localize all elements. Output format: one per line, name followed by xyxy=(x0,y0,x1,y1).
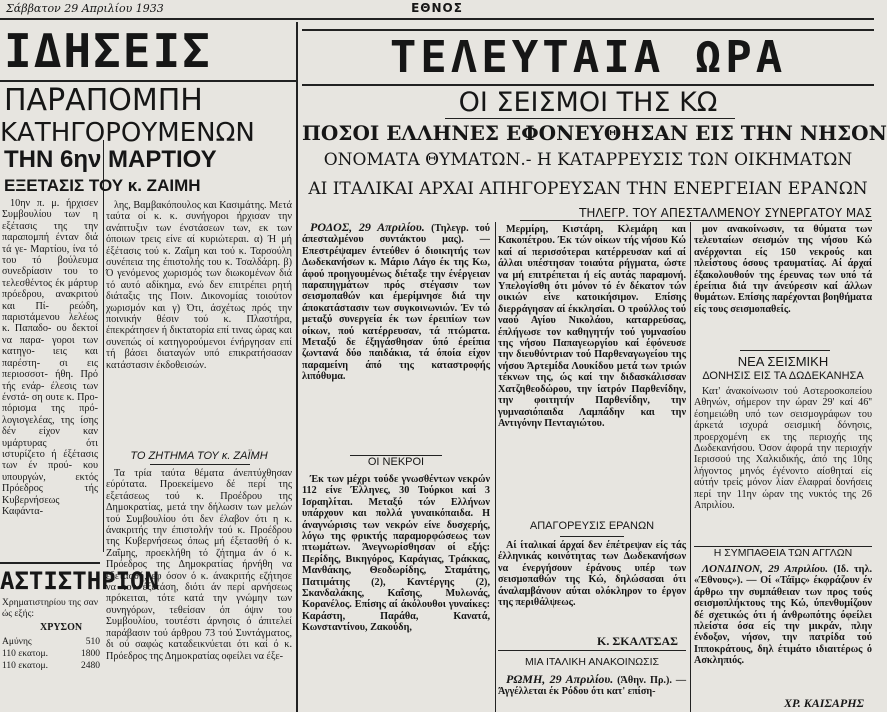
masthead xyxy=(0,0,874,20)
left-paragraph: 10ην π. μ. ήρχισεν Συμβουλίου των η εξέτασις της την παραπομπή ένταν διά τά γε- Μαρτίου, ίνα τό του τό βούλευμα συνεδρίασιν του το τελεσθέντος έκ μάρτυρ πρόεδρου, ανακριτού και Πί- ρεώδη, παριστάμενου λελέως κ. Παπαδο- ου δεκτοί να παρα- γοροι των κατηγο- ιεις και παρέστη- σι εις περιοσσοτ- ήθη. Πρό τής ενάρ- έλεσις των ένστά- ση ουτε κ. Προ- πόρισμα της πρό- λογισγελέας, της ίσης δέν είχον καν υμάρτυρας ότι ιστυρίζετο ή έξέτασις των έν πρού- κου υπουργών, εκτός Πρόεδρος τής Κυβερνήσεως Καφάντα- xyxy=(2,198,98,517)
exchange-row xyxy=(2,660,100,672)
column-rule xyxy=(296,22,298,712)
gold-label: ΧΡΥΣΟΝ xyxy=(40,622,83,633)
exchange-row-label: 110 εκατομ. xyxy=(2,661,48,671)
col2-paragraph-2: Τα τρία ταύτα θέματα άνεπτύχθησαν εύρύτατα. Προεκείμενο δέ περί της εξετάσεως τού κ. Προέδρου της Δημοκρατίας, μετά την δήλωσιν των μελών τού Συμβουλίου ότι δεν έλαβον ότι η κ. άνακριτής την έπιστολήν τού κ. Προέδρου της Κυβερνήσεως όπως μή έξετασθή ό κ. Ζαΐμης, προεκλήθη τό ζήτημα άν ό κ. Πρόεδρος της Δημοκρατίας ήρνήθη να εξετασθή, εφ όσον ό κ. άνακριτής εζήτησε να τον έξετάση, διότι άν περί αρνήσεως πρόκειται, τότε κατά την γνώμην των συνηγόρων, τεθείσαν όπ όψιν του Συμβουλίου, τουτέστι άρνησις ό άπιτελεί παράβασιν τού άρθρου 73 τού Συντάγματος, δι ού σαφώς καταδεικνύεται ότι καί ό κ. Πρόεδρος της Δημοκρατίας οφείλει να έξε- xyxy=(106,468,292,662)
exchange-row-value: 1800 xyxy=(81,649,100,659)
col4-paragraph-2: Αί ίταλικαί άρχαί δεν έπέτρεψαν είς τάς έλληνικάς κοινότητας των Δωδεκανήσων να ένεργήσουν έράνους υπέρ των σεισμοπαθών της Κώ, δηλώσασαι ότι άναλαμβάνουν αύται ολόκληρον το έργον της περιθάλψεως. xyxy=(498,540,686,609)
col3-paragraph-1: (Τηλεγρ. τού άπεσταλμένου συντάκτου μας). — Επεστρέψαμεν έντεύθεν ό διοικητής των Δωδεκανήσων κ. Μάριο Λάγο έκ της Κω, άφού προηγουμένως διέταξε την ένέργειαν παραπηγμάτων πρός στέγασιν των σεισμοπαθών και έμερίμνησε διά την άποκατάστασιν των συγκοινωνιών. Έν τώ μεταξύ συνεργεία έκ των έρειπίων των οίκων, πού κατέρρευσαν, τά πτώματα. Μεταξύ δε έξηγάσθησαν ύπό έρείπια ζωντανά δύο παιδάκια, τά όποία είχον παραμείνη άπό της καταστροφής λιπόθυμα. xyxy=(302,223,490,383)
column-rule xyxy=(690,222,691,712)
main-deck-2: ΠΟΣΟΙ ΕΛΛΗΝΕΣ ΕΦΟΝΕΥΘΗΣΑΝ ΕΙΣ ΤΗΝ ΝΗΣΟΝ xyxy=(302,121,887,145)
col5-text-2 xyxy=(694,386,872,542)
left-sub-3: ΤΗΝ 6ην ΜΑΡΤΙΟΥ xyxy=(4,146,217,173)
col2-text-1 xyxy=(106,200,292,448)
col3-box-head xyxy=(350,455,442,468)
exchange-row xyxy=(2,648,100,660)
column-rule xyxy=(495,222,496,712)
col5-paragraph-1: μον ανακοίνωσιν, τα θύματα των τελευταίων σεισμών της νήσου Κώ ανέρχονται είς 150 νεκρούς και πλείστους όσους τραυματίας. Αί άρχαί έξακολουθούν της έρευνας των υπό τά έρείπια διά την άνεύρεσιν καί άλλων θυμάτων. Επίσης παρέχονται βοηθήματα είς τους σεισμοπαθείς. xyxy=(694,224,872,315)
col4-text-3 xyxy=(498,674,686,712)
main-heading: ΤΕΛΕΥΤΑΙΑ ΩΡΑ xyxy=(389,32,787,83)
byline-rule xyxy=(520,220,872,221)
col5-text-3 xyxy=(694,564,872,694)
col3-text-2 xyxy=(302,474,490,712)
col4-dateline: ΡΩΜΗ, 29 Απριλίου. xyxy=(506,672,614,686)
exchange-row-label: Αμύνης xyxy=(2,637,32,647)
left-sub-1: ΠΑΡΑΠΟΜΠΗ xyxy=(4,83,203,118)
exchange-row-value: 510 xyxy=(85,637,100,647)
left-heading-rule xyxy=(0,80,296,82)
exchange-title: ΑΣΤΙΣΤΗΡΙΟΝ xyxy=(0,567,159,595)
col4-paragraph-1: Μερμίρη, Κιστάρη, Κλεμάρη και Κακοπέτρου. Έκ τών οίκων τής νήσου Κώ καί αί περισσότεραι κατέρρευσαν καί αί άλλαι υπέστησαν τοιαύτα ρήγματα, ώστε να μή επιτρέπεται ή είς αυτάς παραμονή. Υπελογίσθη ότι μόνον τό έν δέκατον τών οικιών είνε κατοικήσιμον. Επίσης διερράγησαν αί έκκλησίαι. Ο τρούλλος τού ναού Αγίου Νικολάου, καταρρεύσας, έπλήγωσε τον καθηγητήν τού γυμνασίου της νήσου Παπαγεωργίου καί έφόνευσε την διευθύντριαν τού Παρθεναγωγείου της νήσου Άρτεμίδα Λουκίδου μετά των τριών τέκνων της, ώς καί την διδασκάλισσαν Χατζηθεοδώρου, την ίατρόν Παρθενίδην, την φοιτητήν Παρθενίδην, την γυμνασιόπαιδα Λαμπάδην και την Αντιγόνην Πενταγιώτου. xyxy=(498,224,686,429)
col5-paragraph-3: (Ιδ. τηλ. «Έθνους»). — Οί «Τάϊμς» έκφράζουν έν άρθρω την συμπάθειαν των προς τούς σεισμοπλήκτους της Κώ, ύπενθυμίζουν δέ σχετικώς ότι ή άνθρωπότης όφείλει πλείστα όσα είς την μικράν, πλην ένδοξον, νήσον, την πατρίδα τού Ιπποκράτους, δηλ έτιμάτο ιδιαιτέρως ό Ασκληπιός. xyxy=(694,564,872,667)
col4-signature: Κ. ΣΚΑΛΤΣΑΣ xyxy=(597,634,678,648)
left-bottom-rule xyxy=(0,562,100,564)
header-rule xyxy=(302,84,874,86)
main-deck-1: ΟΙ ΣΕΙΣΜΟΙ ΤΗΣ ΚΩ xyxy=(458,87,718,118)
col5-head-1: ΝΕΑ ΣΕΙΣΜΙΚΗ xyxy=(737,354,829,369)
col5-paragraph-2: Κατ' άνακοίνωσιν τού Αστεροσκοπείου Αθηνών, σήμερον την ώραν 29' καί 46'' έσημειώθη υπό των σεισμογράφων του άρκετά ισχυρά σεισμική δόνησις, προερχομένη εκ της περιοχής της Δωδεκανήσου. Όσον άφορά την περιοχήν Ιερισσού της Χαλκιδικής, άπό της 10ης λήγοντος μηνός έγένοντο αίσθηταί είς αύτήν τρείς μόνον λίαν έλαφραί δονήσεις περί την 11ην ώραν της νυκτός της 26 Απριλίου. xyxy=(694,386,872,512)
header-rule xyxy=(302,29,874,31)
left-sub-2: ΚΑΤΗΓΟΡΟΥΜΕΝΩΝ xyxy=(0,118,255,148)
col5-box-head xyxy=(694,546,872,559)
col5-dateline: ΛΟΝΔΙΝΟΝ, 29 Απριλίου. xyxy=(702,563,829,575)
col2-paragraph-1: λης, Βαμβακόπουλος και Κασιμάτης. Μετά ταύτα οί κ. κ. συνήγοροι ήρχισαν την ανάπτυξιν των ένστάσεων των, εκ των όποιων τρεις είνε αί κυριώτεραι. α) Ή μή έξέτασις τού κ. Ζαΐμη και τού κ. Ταρσούλη συνέπεια της έπιστολής του κ. Τσαλδάρη. β) Ό γενόμενος χωρισμός των διωκομένων διά τό αυτό αδίκημα, ενώ δεν επιτρέπει ρητή διάταξις της Ποιν. Δικονομίας τοιούτον χωρισμόν και γ) Ότι, άσχέτως πρός την ποινικήν θέσιν τού κ. Πλαστήρα, έπεκράτησεν ή δικτατορία επί τινας ώρας και συνεπώς οί κατηγορούμενοι ένήργησαν επί τή βάσει διαταγών υπό επικρατήσασαν κατάστασιν έκδοθεισών. xyxy=(106,200,292,371)
paper-name: ΕΘΝΟΣ xyxy=(411,1,463,15)
col4-box-head xyxy=(498,520,686,532)
col4-rule xyxy=(498,650,686,651)
col5-signature: ΧΡ. ΚΑΙΣΑΡΗΣ xyxy=(783,696,864,710)
col5-text-1 xyxy=(694,224,872,342)
col4-box2-head xyxy=(498,656,686,668)
deck-rule xyxy=(445,118,735,119)
byline: ΤΗΛΕΓΡ. ΤΟΥ ΑΠΕΣΤΑΛΜΕΝΟΥ ΣΥΝΕΡΓΑΤΟΥ ΜΑΣ xyxy=(579,206,872,220)
col4-text-2 xyxy=(498,540,686,632)
left-heading: ΙΔΗΣΕΙΣ xyxy=(4,24,212,78)
col3-dateline: ΡΟΔΟΣ, 29 Απριλίου. xyxy=(310,220,425,234)
exchange-sub xyxy=(2,598,98,622)
left-sub-4: ΕΞΕΤΑΣΙΣ ΤΟΥ κ. ΖΑΙΜΗ xyxy=(4,176,201,195)
exchange-row-value: 2480 xyxy=(81,661,100,671)
col2-subhead-rule xyxy=(150,464,250,465)
col3-text-1 xyxy=(302,222,490,452)
col4-paragraph-3: (Άθην. Πρ.). — Άγγέλλεται έκ Ρόδου ότι κατ' επίση- xyxy=(498,675,687,698)
col4-box2-text: ΜΙΑ ΙΤΑΛΙΚΗ ΑΝΑΚΟΙΝΩΣΙΣ xyxy=(524,656,660,668)
box-rule xyxy=(560,536,624,537)
col2-text-2 xyxy=(106,468,292,712)
exchange-sub-text: Χρηματιστηρίου της σαν ώς εξής: xyxy=(2,598,98,619)
main-deck-3: ΟΝΟΜΑΤΑ ΘΥΜΑΤΩΝ.- Η ΚΑΤΑΡΡΕΥΣΙΣ ΤΩΝ ΟΙΚΗΜΑΤΩΝ xyxy=(323,150,853,170)
col5-head-2: ΔΟΝΗΣΙΣ ΕΙΣ ΤΑ ΔΩΔΕΚΑΝΗΣΑ xyxy=(702,370,864,382)
exchange-row xyxy=(2,636,100,648)
exchange-table xyxy=(2,636,100,672)
col5-box-text: Η ΣΥΜΠΑΘΕΙΑ ΤΩΝ ΑΓΓΛΩΝ xyxy=(713,547,853,559)
col4-text-1 xyxy=(498,224,686,514)
exchange-row-label: 110 εκατομ. xyxy=(2,649,48,659)
left-column-text xyxy=(2,198,98,560)
col5-rule xyxy=(740,350,830,351)
column-rule xyxy=(103,140,104,552)
main-deck-4: ΑΙ ΙΤΑΛΙΚΑΙ ΑΡΧΑΙ ΑΠΗΓΟΡΕΥΣΑΝ ΤΗΝ ΕΝΕΡΓΕΙΑΝ ΕΡΑΝΩΝ xyxy=(308,179,868,199)
col3-box-text: ΟΙ ΝΕΚΡΟΙ xyxy=(367,456,425,468)
issue-date: Σάββατον 29 Απριλίου 1933 xyxy=(6,2,164,15)
col4-box-text: ΑΠΑΓΟΡΕΥΣΙΣ ΕΡΑΝΩΝ xyxy=(529,520,655,532)
col2-subhead: ΤΟ ΖΗΤΗΜΑ ΤΟΥ κ. ΖΑΪΜΗ xyxy=(130,450,268,462)
col3-paragraph-2: Έκ των μέχρι τούδε γνωσθέντων νεκρών 112 είνε Έλληνες, 30 Τούρκοι καί 3 Ισραηλίται. Μεταξύ τών Ελλήνων υπάρχουν και πολλά γυναικόπαιδα. Η άναγνώρισις των νεκρών είνε δυσχερής, λόγω της φρικτής παραμορφώσεως των πτωμάτων. Άνεγνωρίσθησαν οί εξής: Περίδης, Βικηγόρος, Καράγιας, Τράκκας, Μανθάκης, Θεοδωρίδης, Σταμάτης, Πατιμάτης (2), Καντέργης (2), Σκανδαλάκης, Καΐσης, Μυλωνάς, Κορανέλος. Επίσης αί άκόλουθοι γυναίκες: Καράστη, Παράθα, Κανατά, Κωνσταντίνου, Ζακούδη, xyxy=(302,474,490,634)
